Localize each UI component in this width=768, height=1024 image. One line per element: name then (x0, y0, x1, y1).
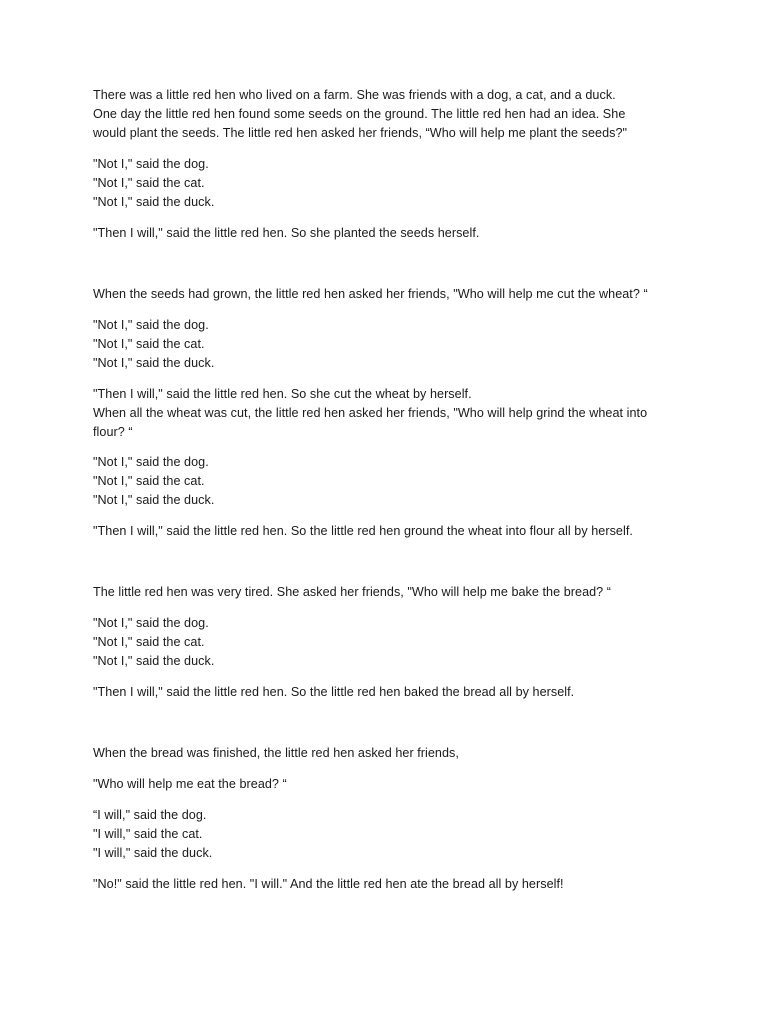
story-line: "Not I," said the duck. (93, 654, 215, 668)
story-line: "I will," said the cat. (93, 827, 203, 841)
story-line: "Then I will," said the little red hen. So the little red hen baked the bread all by herself. (93, 685, 575, 699)
story-line: "Then I will," said the little red hen. So she planted the seeds herself. (93, 226, 480, 240)
story-line: "Then I will," said the little red hen. So the little red hen ground the wheat into flour all by herself. (93, 524, 633, 538)
story-line: "Not I," said the cat. (93, 474, 205, 488)
story-line: "Not I," said the cat. (93, 635, 205, 649)
story-line: When the bread was finished, the little red hen asked her friends, (93, 746, 459, 760)
story-line: "Not I," said the duck. (93, 493, 215, 507)
story-line: flour? “ (93, 425, 133, 439)
story-line: One day the little red hen found some seeds on the ground. The little red hen had an idea. She (93, 107, 626, 121)
story-line: The little red hen was very tired. She asked her friends, "Who will help me bake the bread? “ (93, 585, 612, 599)
story-line: "Not I," said the dog. (93, 455, 209, 469)
story-line: When all the wheat was cut, the little red hen asked her friends, "Who will help grind the wheat into (93, 406, 648, 420)
story-line: "Not I," said the duck. (93, 195, 215, 209)
story-line: "Not I," said the dog. (93, 616, 209, 630)
story-line: "Not I," said the dog. (93, 318, 209, 332)
story-line: "Not I," said the duck. (93, 356, 215, 370)
story-line: "I will," said the duck. (93, 846, 213, 860)
story-line: "No!" said the little red hen. "I will." And the little red hen ate the bread all by herself! (93, 877, 564, 891)
story-line: When the seeds had grown, the little red hen asked her friends, "Who will help me cut the wheat? “ (93, 287, 648, 301)
story-line: "Not I," said the dog. (93, 157, 209, 171)
story-line: "Not I," said the cat. (93, 176, 205, 190)
story-line: would plant the seeds. The little red hen asked her friends, “Who will help me plant the seeds?" (93, 126, 628, 140)
story-line: "Not I," said the cat. (93, 337, 205, 351)
story-line: There was a little red hen who lived on a farm. She was friends with a dog, a cat, and a duck. (93, 88, 616, 102)
story-line: “I will," said the dog. (93, 808, 207, 822)
story-line: "Then I will," said the little red hen. So she cut the wheat by herself. (93, 387, 472, 401)
story-line: "Who will help me eat the bread? “ (93, 777, 287, 791)
